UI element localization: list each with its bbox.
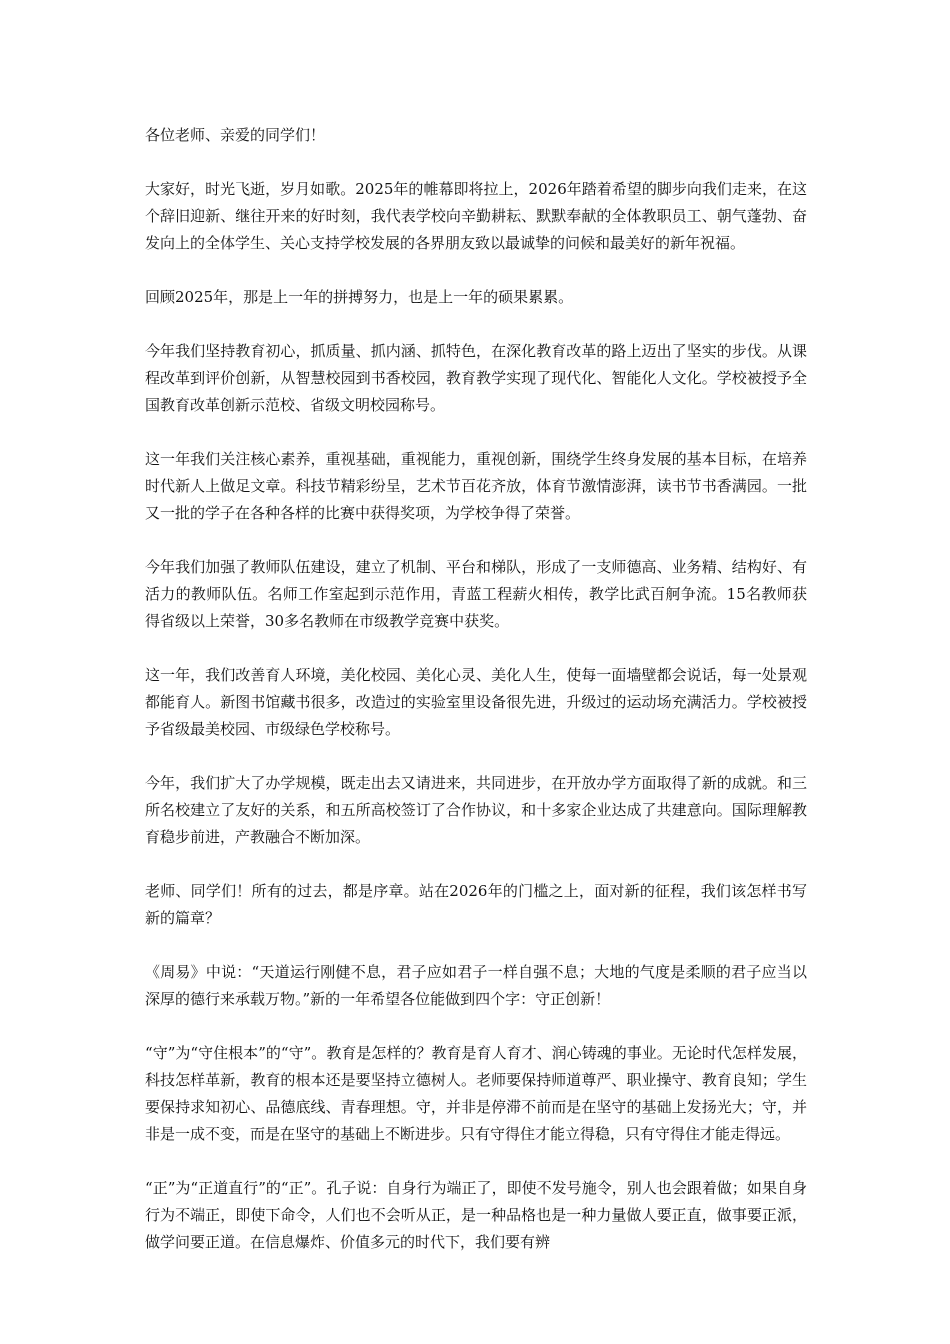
paragraph-review: 回顾2025年，那是上一年的拼搏努力，也是上一年的硕果累累。 [145, 288, 574, 306]
paragraph-new-chapter: 老师、同学们！所有的过去，都是序章。站在2026年的门槛之上，面对新的征程，我们该怎样书写新的篇章？ [145, 882, 807, 927]
speech-body [145, 122, 807, 1283]
greeting: 各位老师、亲爱的同学们！ [145, 126, 326, 144]
paragraph-environment: 这一年，我们改善育人环境，美化校园、美化心灵、美化人生，使每一面墙壁都会说话，每一处景观都能育人。新图书馆藏书很多，改造过的实验室里设备很先进，升级过的运动场充满活力。学校被授予省级最美校园、市级绿色学校称号。 [145, 666, 807, 738]
paragraph-education-reform: 今年我们坚持教育初心，抓质量、抓内涵、抓特色，在深化教育改革的路上迈出了坚实的步伐。从课程改革到评价创新，从智慧校园到书香校园，教育教学实现了现代化、智能化人文化。学校被授予全国教育改革创新示范校、省级文明校园称号。 [145, 342, 807, 414]
paragraph-teachers: 今年我们加强了教师队伍建设，建立了机制、平台和梯队，形成了一支师德高、业务精、结构好、有活力的教师队伍。名师工作室起到示范作用，青蓝工程薪火相传，教学比武百舸争流。15名教师获得省级以上荣誉，30多名教师在市级教学竞赛中获奖。 [145, 558, 807, 630]
paragraph-core-literacy: 这一年我们关注核心素养，重视基础，重视能力，重视创新，围绕学生终身发展的基本目标，在培养时代新人上做足文章。科技节精彩纷呈，艺术节百花齐放，体育节激情澎湃，读书节书香满园。一批又一批的学子在各种各样的比赛中获得奖项，为学校争得了荣誉。 [145, 450, 807, 522]
paragraph-zhouyi: 《周易》中说：“天道运行刚健不息，君子应如君子一样自强不息；大地的气度是柔顺的君子应当以深厚的德行来承载万物。”新的一年希望各位能做到四个字：守正创新！ [145, 963, 807, 1008]
paragraph-open-school: 今年，我们扩大了办学规模，既走出去又请进来，共同进步，在开放办学方面取得了新的成就。和三所名校建立了友好的关系，和五所高校签订了合作协议，和十多家企业达成了共建意向。国际理解教育稳步前进，产教融合不断加深。 [145, 774, 807, 846]
paragraph-zheng: “正”为“正道直行”的“正”。孔子说：自身行为端正了，即使不发号施令，别人也会跟着做；如果自身行为不端正，即使下命令，人们也不会听从正，是一种品格也是一种力量做人要正直，做事要正派，做学问要正道。在信息爆炸、价值多元的时代下，我们要有辨 [145, 1179, 807, 1251]
paragraph-opening: 大家好，时光飞逝，岁月如歌。2025年的帷幕即将拉上，2026年踏着希望的脚步向我们走来，在这个辞旧迎新、继往开来的好时刻，我代表学校向辛勤耕耘、默默奉献的全体教职员工、朝气蓬勃、奋发向上的全体学生、关心支持学校发展的各界朋友致以最诚挚的问候和最美好的新年祝福。 [145, 180, 807, 252]
paragraph-shou: “守”为“守住根本”的“守”。教育是怎样的？教育是育人育才、润心铸魂的事业。无论时代怎样发展，科技怎样革新，教育的根本还是要坚持立德树人。老师要保持师道尊严、职业操守、教育良知；学生要保持求知初心、品德底线、青春理想。守，并非是停滞不前而是在坚守的基础上发扬光大；守，并非是一成不变，而是在坚守的基础上不断进步。只有守得住才能立得稳，只有守得住才能走得远。 [145, 1044, 807, 1143]
